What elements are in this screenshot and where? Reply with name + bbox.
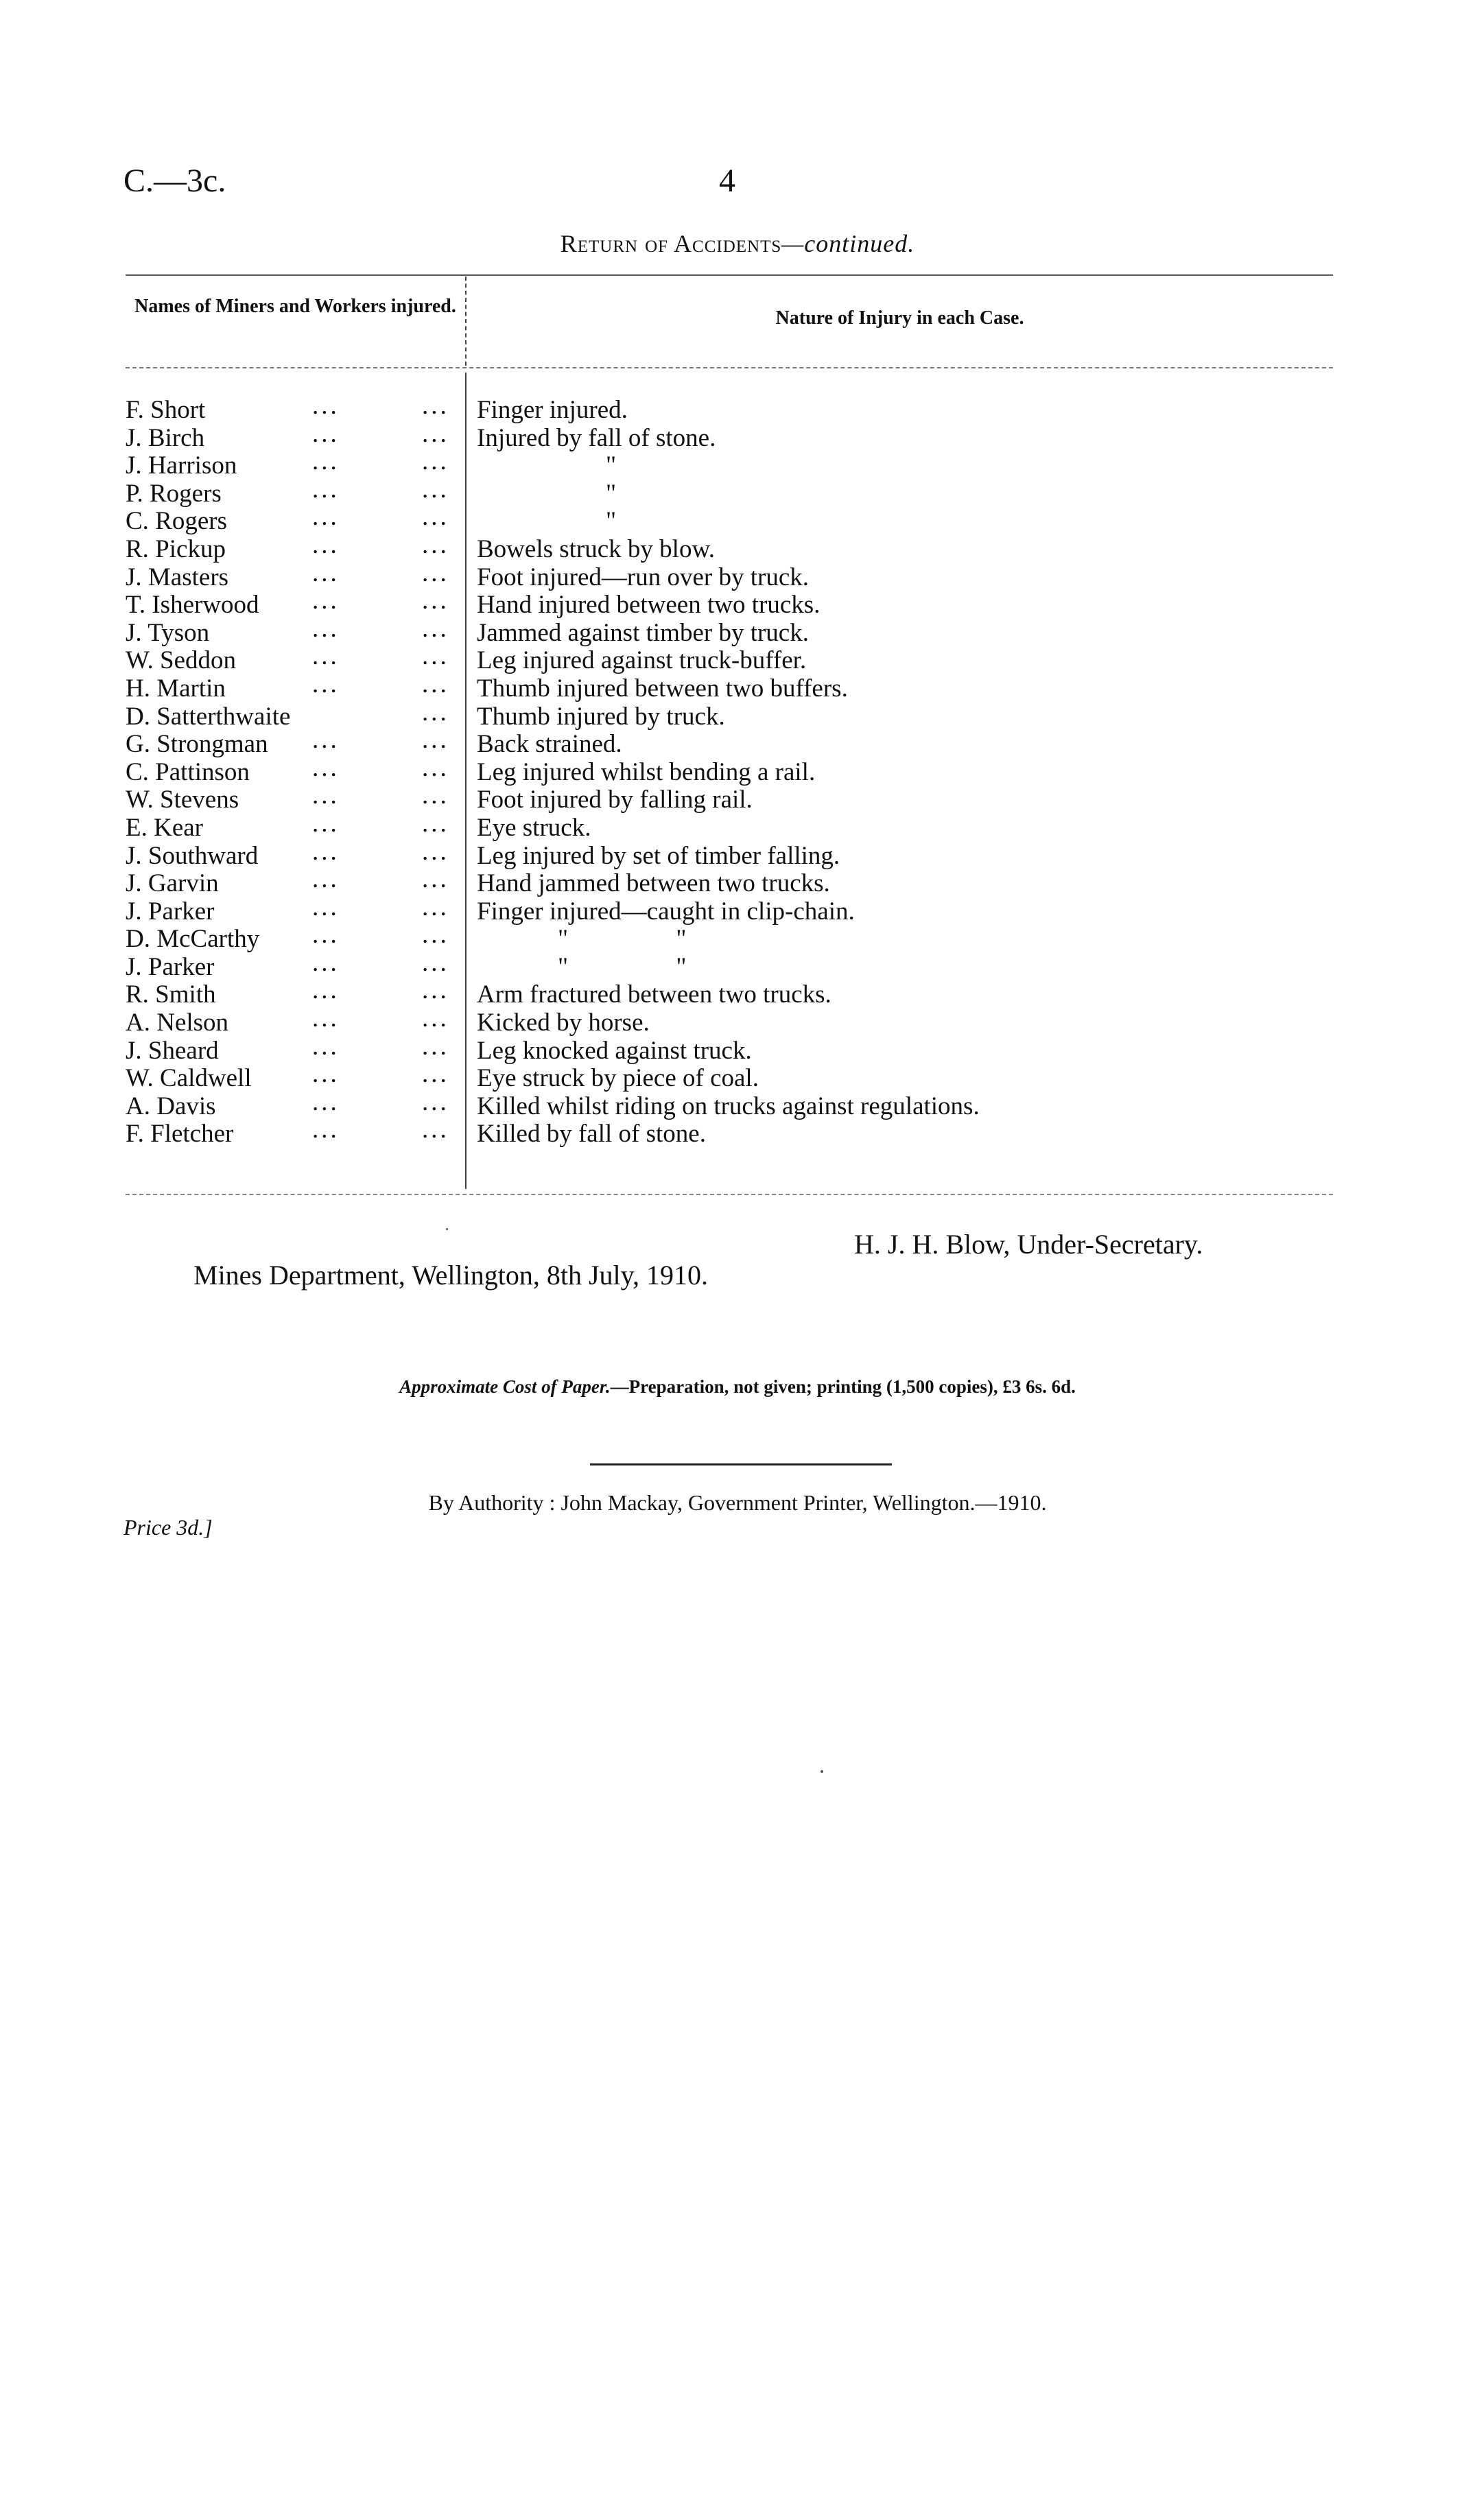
leader-dots: ...: [422, 530, 449, 559]
leader-dots: ...: [422, 698, 449, 727]
leader-dots: ...: [422, 726, 449, 755]
injury-nature: Leg injured against truck-buffer.: [477, 646, 807, 675]
title-main: Return of Accidents: [560, 230, 782, 257]
table-row: [126, 558, 1333, 592]
miner-name: E. Kear: [126, 813, 203, 842]
leader-dots: ...: [312, 809, 340, 838]
leader-dots: ...: [422, 587, 449, 615]
injury-nature: Arm fractured between two trucks.: [477, 980, 831, 1009]
page-number: 4: [719, 163, 735, 199]
names-column-heading: Names of Miners and Workers injured.: [134, 296, 456, 317]
leader-dots: ...: [422, 1060, 449, 1089]
table-row: [126, 893, 1333, 926]
table-bottom-rule: [126, 1194, 1333, 1195]
injury-nature: Injured by fall of stone.: [477, 423, 716, 452]
injury-nature: ": [606, 507, 617, 536]
leader-dots: ...: [312, 1032, 340, 1061]
miner-name: J. Parker: [126, 897, 215, 926]
leader-dots: ...: [422, 753, 449, 782]
miner-name: W. Stevens: [126, 786, 239, 814]
miner-name: J. Tyson: [126, 618, 210, 647]
injury-nature: ": [606, 451, 617, 480]
leader-dots: ...: [312, 726, 340, 755]
signature: [854, 1228, 1203, 1260]
injury-nature: Killed whilst riding on trucks against regulations.: [477, 1092, 980, 1120]
miner-name: F. Short: [126, 396, 206, 424]
miner-name: P. Rogers: [126, 479, 222, 508]
leader-dots: ...: [312, 865, 340, 894]
miner-name: J. Birch: [126, 423, 205, 452]
leader-dots: ...: [312, 921, 340, 950]
leader-dots: ...: [312, 503, 340, 532]
miner-name: A. Nelson: [126, 1009, 229, 1037]
leader-dots: ...: [422, 976, 449, 1005]
leader-dots: ...: [312, 893, 340, 921]
table-row: [126, 530, 1333, 564]
miner-name: H. Martin: [126, 674, 226, 703]
injury-nature: Kicked by horse.: [477, 1009, 650, 1037]
miner-name: C. Pattinson: [126, 757, 250, 786]
injury-nature: Eye struck by piece of coal.: [477, 1064, 759, 1093]
price: Price 3d.]: [123, 1515, 213, 1540]
scan-speck: [446, 1228, 448, 1230]
leader-dots: ...: [312, 642, 340, 671]
leader-dots: ...: [312, 670, 340, 698]
table-row: [126, 1116, 1333, 1149]
miner-name: C. Rogers: [126, 507, 227, 536]
nature-column-heading: Nature of Injury in each Case.: [775, 307, 1024, 329]
miner-name: J. Parker: [126, 952, 215, 981]
miner-name: F. Fletcher: [126, 1120, 234, 1149]
leader-dots: ...: [422, 642, 449, 671]
table-row: [126, 781, 1333, 814]
miner-name: R. Pickup: [126, 534, 226, 563]
leader-dots: ...: [422, 921, 449, 950]
table-row: [126, 753, 1333, 787]
injury-nature: Thumb injured between two buffers.: [477, 674, 848, 703]
accident-table-body: [126, 392, 1333, 1149]
leader-dots: ...: [422, 503, 449, 532]
table-row: [126, 1032, 1333, 1065]
leader-dots: ...: [312, 475, 340, 504]
leader-dots: ...: [312, 614, 340, 643]
table-row: [126, 503, 1333, 536]
printer-authority: By Authority : John Mackay, Government Printer, Wellington.—1910.: [428, 1490, 1047, 1515]
injury-nature: Finger injured—caught in clip-chain.: [477, 897, 855, 926]
leader-dots: ...: [422, 1116, 449, 1144]
table-row: [126, 809, 1333, 843]
leader-dots: ...: [422, 670, 449, 698]
table-row: [126, 921, 1333, 954]
leader-dots: ...: [422, 781, 449, 810]
leader-dots: ...: [312, 530, 340, 559]
leader-dots: ...: [312, 781, 340, 810]
miner-name: J. Masters: [126, 563, 229, 591]
heading-rule: [126, 367, 1333, 368]
injury-nature: " ": [558, 952, 687, 981]
injury-nature: Jammed against timber by truck.: [477, 618, 809, 647]
table-row: [126, 614, 1333, 648]
title-continued: —continued.: [781, 230, 915, 257]
leader-dots: ...: [422, 392, 449, 420]
place-and-date: Mines Department, Wellington, 8th July, 1910.: [193, 1260, 709, 1291]
injury-nature: Foot injured—run over by truck.: [477, 563, 809, 591]
cost-text: —Preparation, not given; printing (1,500 copies), £3 6s. 6d.: [610, 1376, 1076, 1397]
injury-nature: ": [606, 479, 617, 508]
leader-dots: ...: [312, 447, 340, 476]
miner-name: J. Sheard: [126, 1036, 219, 1065]
leader-dots: ...: [422, 837, 449, 866]
injury-nature: Leg injured whilst bending a rail.: [477, 757, 816, 786]
table-row: [126, 865, 1333, 898]
leader-dots: ...: [312, 753, 340, 782]
injury-nature: Finger injured.: [477, 396, 628, 424]
miner-name: W. Seddon: [126, 646, 237, 675]
table-row: [126, 948, 1333, 982]
table-top-rule: [126, 274, 1333, 276]
leader-dots: ...: [312, 1116, 340, 1144]
table-row: [126, 726, 1333, 759]
miner-name: D. Satterthwaite: [126, 702, 291, 731]
leader-dots: ...: [422, 809, 449, 838]
miner-name: J. Garvin: [126, 869, 219, 898]
leader-dots: ...: [422, 1032, 449, 1061]
injury-nature: Thumb injured by truck.: [477, 702, 725, 731]
injury-nature: " ": [558, 925, 687, 954]
miner-name: D. McCarthy: [126, 925, 260, 954]
table-row: [126, 698, 1333, 731]
leader-dots: ...: [312, 419, 340, 448]
injury-nature: Foot injured by falling rail.: [477, 786, 753, 814]
leader-dots: ...: [422, 614, 449, 643]
leader-dots: ...: [312, 948, 340, 977]
miner-name: G. Strongman: [126, 730, 268, 759]
injury-nature: Leg injured by set of timber falling.: [477, 841, 840, 870]
leader-dots: ...: [422, 1004, 449, 1033]
page-title: [0, 229, 1475, 258]
table-row: [126, 447, 1333, 480]
miner-name: R. Smith: [126, 980, 216, 1009]
miner-name: W. Caldwell: [126, 1064, 252, 1093]
table-row: [126, 1060, 1333, 1093]
miner-name: J. Harrison: [126, 451, 237, 480]
document-code: C.—3c.: [123, 163, 226, 199]
injury-nature: Leg knocked against truck.: [477, 1036, 752, 1065]
leader-dots: ...: [422, 893, 449, 921]
cost-label: Approximate Cost of Paper.: [399, 1376, 611, 1397]
miner-name: T. Isherwood: [126, 591, 259, 620]
injury-nature: Hand jammed between two trucks.: [477, 869, 830, 898]
leader-dots: ...: [312, 587, 340, 615]
leader-dots: ...: [422, 447, 449, 476]
leader-dots: ...: [312, 1060, 340, 1089]
signature-text: H. J. H. Blow, Under-Secretary.: [854, 1229, 1203, 1260]
injury-nature: Back strained.: [477, 730, 622, 759]
table-row: [126, 670, 1333, 703]
injury-nature: Bowels struck by blow.: [477, 534, 716, 563]
leader-dots: ...: [422, 475, 449, 504]
leader-dots: ...: [422, 558, 449, 587]
leader-dots: ...: [312, 392, 340, 420]
table-row: [126, 837, 1333, 871]
leader-dots: ...: [312, 558, 340, 587]
cost-of-paper: [0, 1376, 1475, 1398]
leader-dots: ...: [422, 1087, 449, 1116]
miner-name: A. Davis: [126, 1092, 216, 1120]
leader-dots: ...: [422, 865, 449, 894]
injury-nature: Killed by fall of stone.: [477, 1120, 706, 1149]
table-row: [126, 419, 1333, 453]
table-row: [126, 587, 1333, 620]
injury-nature: Hand injured between two trucks.: [477, 591, 821, 620]
leader-dots: ...: [312, 837, 340, 866]
leader-dots: ...: [312, 1004, 340, 1033]
table-row: [126, 1004, 1333, 1037]
imprint-rule: [590, 1463, 892, 1465]
table-row: [126, 475, 1333, 508]
leader-dots: ...: [422, 419, 449, 448]
table-row: [126, 392, 1333, 425]
leader-dots: ...: [312, 976, 340, 1005]
miner-name: J. Southward: [126, 841, 259, 870]
table-row: [126, 976, 1333, 1009]
injury-nature: Eye struck.: [477, 813, 591, 842]
leader-dots: ...: [312, 1087, 340, 1116]
scan-speck: [821, 1770, 823, 1773]
table-row: [126, 642, 1333, 675]
leader-dots: ...: [422, 948, 449, 977]
table-row: [126, 1087, 1333, 1121]
